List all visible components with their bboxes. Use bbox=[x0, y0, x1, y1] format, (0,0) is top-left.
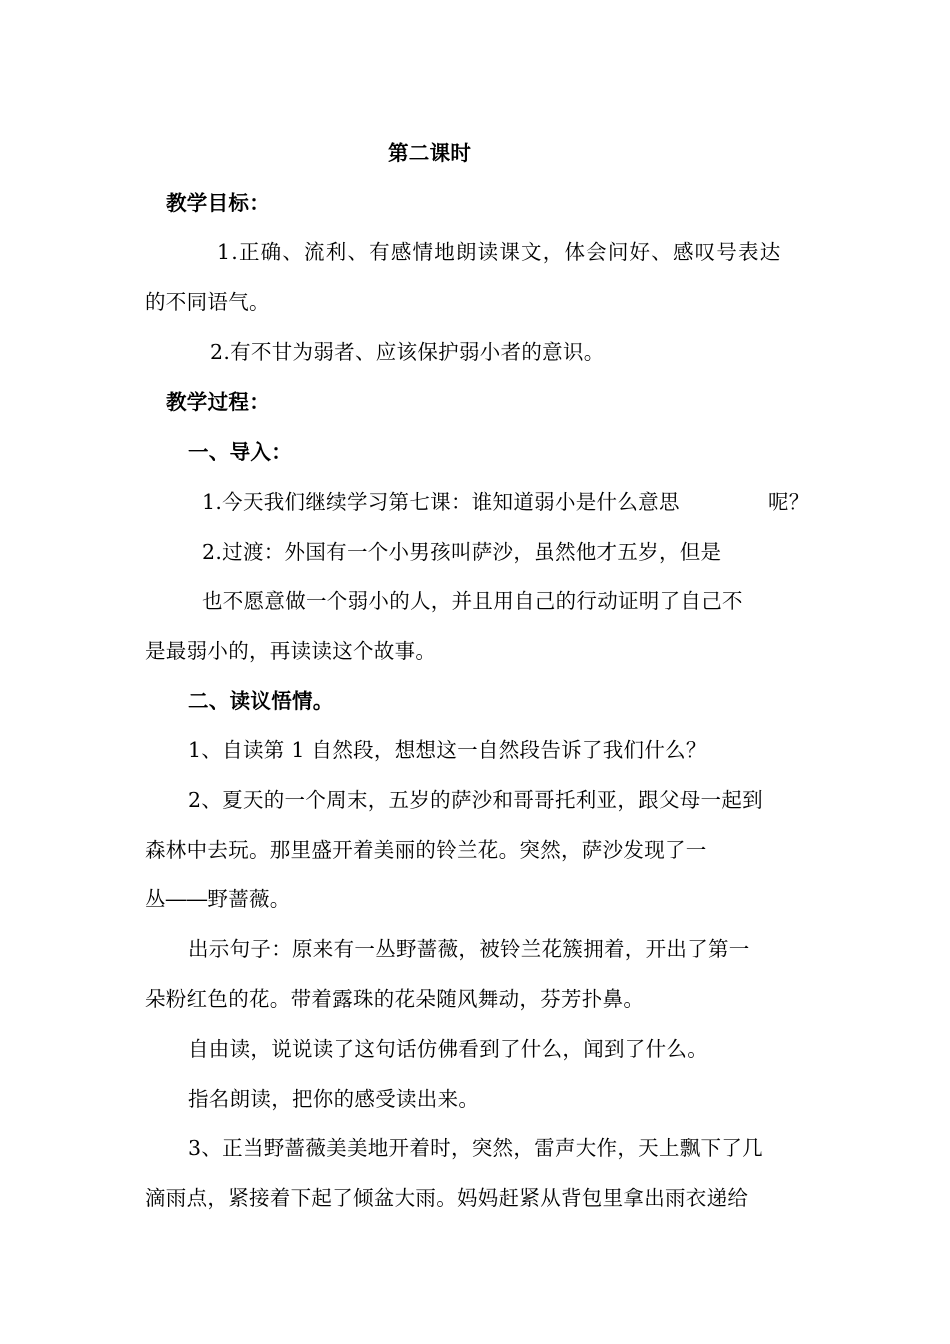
step-2-line-2: 森林中去玩。那里盛开着美丽的铃兰花。突然，萨沙发现了一 bbox=[145, 838, 707, 862]
objective-2: 2.有不甘为弱者、应该保护弱小者的意识。 bbox=[210, 340, 605, 364]
named-read: 指名朗读，把你的感受读出来。 bbox=[188, 1087, 480, 1111]
intro-2-line-3: 是最弱小的，再读读这个故事。 bbox=[145, 639, 437, 663]
page-title: 第二课时 bbox=[388, 141, 472, 165]
step-3-line-2: 滴雨点，紧接着下起了倾盆大雨。妈妈赶紧从背包里拿出雨衣递给 bbox=[145, 1186, 749, 1210]
section-2-heading: 二、读议悟情。 bbox=[188, 689, 334, 713]
objectives-heading: 教学目标： bbox=[166, 191, 270, 215]
step-3-line-1: 3、正当野蔷薇美美地开着时，突然，雷声大作，天上飘下了几 bbox=[188, 1136, 763, 1160]
section-1-heading: 一、导入： bbox=[188, 440, 292, 464]
show-sentence-line-1: 出示句子：原来有一丛野蔷薇，被铃兰花簇拥着，开出了第一 bbox=[188, 937, 750, 961]
step-2-line-3: 丛――野蔷薇。 bbox=[145, 887, 291, 911]
objective-1-line-2: 的不同语气。 bbox=[145, 290, 270, 314]
free-read: 自由读，说说读了这句话仿佛看到了什么，闻到了什么。 bbox=[188, 1037, 708, 1061]
step-2-line-1: 2、夏天的一个周末，五岁的萨沙和哥哥托利亚，跟父母一起到 bbox=[188, 788, 763, 812]
intro-2-line-1: 2.过渡：外国有一个小男孩叫萨沙，虽然他才五岁，但是 bbox=[202, 540, 722, 564]
show-sentence-line-2: 朵粉红色的花。带着露珠的花朵随风舞动，芬芳扑鼻。 bbox=[145, 987, 645, 1011]
process-heading: 教学过程： bbox=[166, 390, 270, 414]
objective-1-line-1: 1.正确、流利、有感情地朗读课文，体会问好、感叹号表达 bbox=[217, 240, 782, 264]
intro-1-text: 1.今天我们继续学习第七课：谁知道弱小是什么意思 bbox=[202, 490, 680, 514]
step-1: 1、自读第 1 自然段，想想这一自然段告诉了我们什么？ bbox=[188, 738, 707, 762]
intro-2-line-2: 也不愿意做一个弱小的人，并且用自己的行动证明了自己不 bbox=[202, 589, 743, 613]
intro-1-end: 呢？ bbox=[768, 490, 810, 514]
